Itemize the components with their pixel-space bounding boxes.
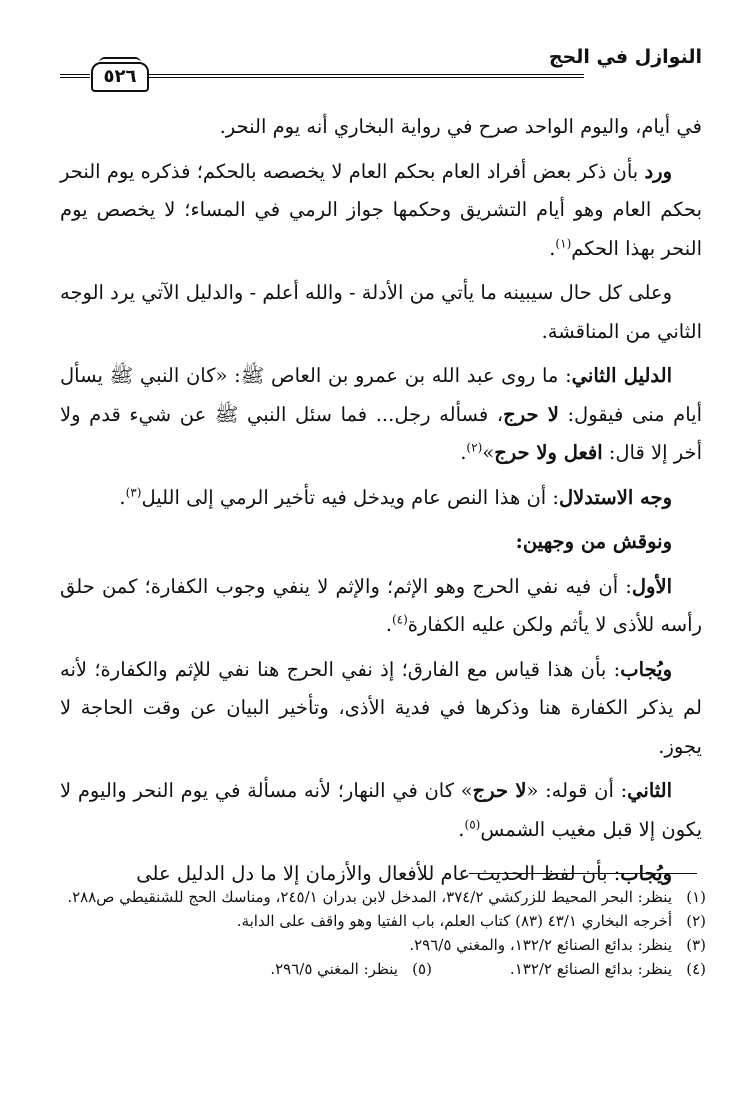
footnote-ref[interactable]: (٣)	[125, 485, 142, 499]
footnote-ref[interactable]: (٥)	[464, 817, 481, 831]
footnote-row	[60, 957, 706, 981]
footnote: (٢) أخرجه البخاري ٤٣/١ (٨٣) كتاب العلم، باب الفتيا وهو واقف على الدابة.	[236, 912, 706, 930]
footnote: (٤) ينظر: بدائع الصنائع ١٣٢/٢.	[509, 960, 706, 978]
footnote: (٥) ينظر: المغني ٢٩٦/٥.	[270, 960, 432, 978]
paragraph: الأول: أن فيه نفي الحرج وهو الإثم؛ والإثم لا ينفي وجوب الكفارة؛ كمن حلق رأسه للأذى لا يأثم ولكن عليه الكفارة$^{(٤)}$.	[60, 574, 702, 636]
footnote-ref[interactable]: (٢)	[466, 440, 483, 455]
header-rule-left	[60, 74, 90, 78]
book-title: النوازل في الحج	[548, 46, 702, 68]
footnote: (٣) ينظر: بدائع الصنائع ١٣٢/٢، والمغني ٢٩٦/٥.	[409, 936, 706, 954]
paragraph: الثاني: أن قوله: «لا حرج» كان في النهار؛ لأنه مسألة في يوم النحر واليوم لا يكون إلا قبل مغيب الشمس$^{(٥)}$.	[60, 779, 702, 841]
footnote-separator	[469, 873, 697, 874]
paragraph: الدليل الثاني: ما روى عبد الله بن عمرو بن العاص ﷺ: «كان النبي ﷺ يسأل أيام منى فيقول: لا حرج، فسأله رجل... فما سئل النبي ﷺ عن شيء قدم ولا أخر إلا قال: افعل ولا حرج»$^{(٢)}$.	[60, 364, 703, 464]
paragraph: وعلى كل حال سيبينه ما يأتي من الأدلة - والله أعلم - والدليل الآتي يرد الوجه الثاني من المناقشة.	[60, 281, 702, 343]
paragraph: ويُجاب: بأن هذا قياس مع الفارق؛ إذ نفي الحرج هنا نفي للإثم والكفارة؛ لأنه لم يذكر الكفارة هنا وذكرها في فدية الأذى، وتأخير البيان عن وقت الحاجة لا يجوز.	[60, 657, 702, 758]
page-header	[60, 38, 702, 92]
footnotes	[60, 885, 706, 981]
paragraph-heading: ونوقش من وجهين:	[515, 530, 672, 553]
paragraph: في أيام، واليوم الواحد صرح في رواية البخاري أنه يوم النحر.	[219, 115, 702, 138]
header-rule	[146, 74, 584, 78]
footnote-ref[interactable]: (٤)	[391, 612, 408, 627]
footnote-ref[interactable]: (١)	[555, 236, 572, 250]
main-text	[60, 108, 702, 900]
page-number: ٥٢٦	[91, 62, 149, 92]
paragraph: وجه الاستدلال: أن هذا النص عام ويدخل فيه تأخير الرمي إلى الليل$^{(٣)}$.	[119, 485, 672, 509]
paragraph: ورد بأن ذكر بعض أفراد العام بحكم العام لا يخصصه بالحكم؛ فذكره يوم النحر بحكم العام وهو أيام التشريق وحكمها جواز الرمي في المساء؛ لا يخصص يوم النحر بهذا الحكم$^{(١)}$.	[60, 159, 702, 260]
footnote: (١) ينظر: البحر المحيط للزركشي ٣٧٤/٢، المدخل لابن بدران ٢٤٥/١، ومناسك الحج للشنقيطي ص٢٨٨.	[67, 888, 706, 906]
paragraph: ويُجاب: بأن لفظ الحديث عام للأفعال والأزمان إلا ما دل الدليل على	[136, 862, 672, 885]
